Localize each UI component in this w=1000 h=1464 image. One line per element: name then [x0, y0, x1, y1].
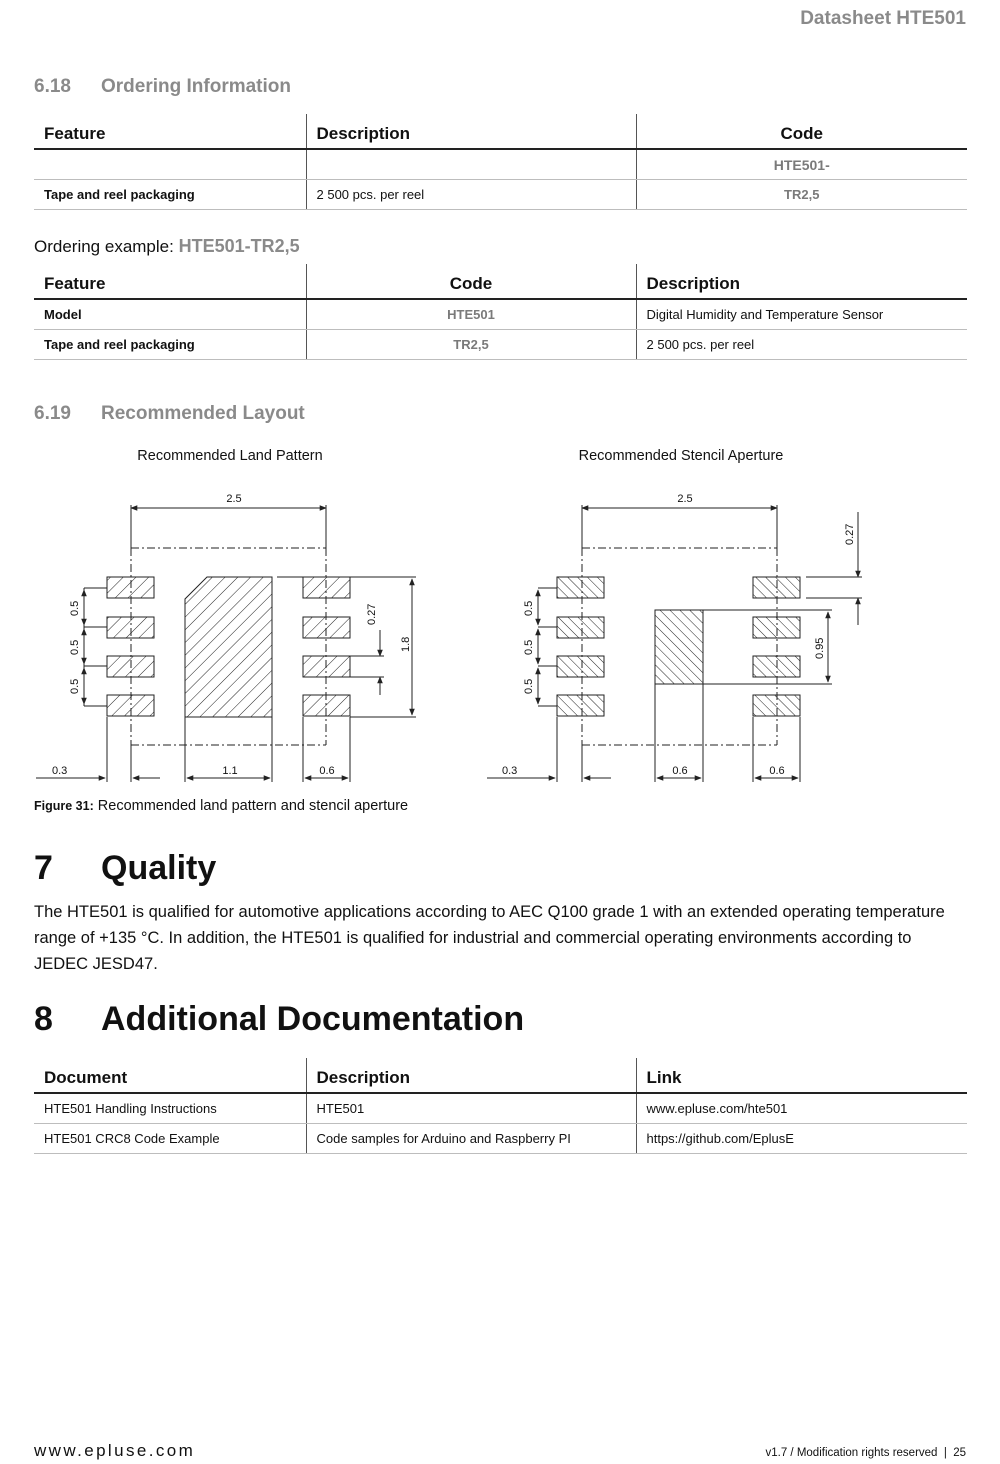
- ordering-example-label: Ordering example:: [34, 237, 174, 256]
- example-table: [34, 264, 967, 360]
- table-header-row: [34, 264, 967, 299]
- table-header-row: [34, 114, 967, 149]
- chapter-title: Quality: [101, 849, 217, 887]
- table-row: [34, 180, 967, 210]
- dim-label-center-pad: 1.1: [222, 765, 238, 777]
- table-header-row: [34, 1058, 967, 1093]
- column-header-feature: Feature: [34, 114, 306, 149]
- dim-label-pitch: 0.5: [69, 600, 81, 616]
- dim-label-pad: 0.6: [769, 765, 785, 777]
- document-header-title: Datasheet HTE501: [800, 8, 966, 29]
- doc-link[interactable]: www.epluse.com/hte501: [636, 1093, 967, 1124]
- column-header-code: Code: [306, 264, 636, 299]
- table-row: [34, 149, 967, 180]
- quality-paragraph: The HTE501 is qualified for automotive applications according to AEC Q100 grade 1 with an extended operating temperature range of +135 °C. In addition, the HTE501 is qualified for industrial and commercial operating environments according to JEDEC JESD47.: [34, 903, 945, 973]
- stencil-aperture-title: Recommended Stencil Aperture: [578, 448, 784, 464]
- dim-label-height: 0.95: [814, 637, 826, 659]
- dim-label-offset: 0.3: [52, 765, 68, 777]
- dim-label-pitch: 0.5: [523, 639, 535, 655]
- dim-label-pitch: 0.5: [69, 639, 81, 655]
- chapter-number: 8: [34, 1000, 53, 1038]
- section-title: Recommended Layout: [101, 403, 305, 424]
- section-number: 6.18: [34, 76, 71, 97]
- column-header-link: Link: [636, 1058, 967, 1093]
- dim-label-offset: 0.3: [502, 765, 518, 777]
- column-header-document: Document: [34, 1058, 306, 1093]
- column-header-description: Description: [636, 264, 967, 299]
- land-pattern-title: Recommended Land Pattern: [137, 448, 323, 464]
- table-row: [34, 1093, 967, 1124]
- dim-label-gap: 0.27: [366, 603, 378, 625]
- dim-label-pitch: 0.5: [523, 600, 535, 616]
- table-cell: HTE501 CRC8 Code Example: [34, 1124, 306, 1154]
- footer-version: v1.7 / Modification rights reserved | 25: [765, 1447, 966, 1459]
- chapter-title: Additional Documentation: [101, 1000, 525, 1038]
- dim-label-width: 2.5: [226, 493, 242, 505]
- documentation-table: [34, 1058, 967, 1154]
- table-cell: HTE501 Handling Instructions: [34, 1093, 306, 1124]
- table-cell: [306, 149, 636, 180]
- table-cell: [34, 149, 306, 180]
- figure-label: Figure 31:: [34, 799, 94, 813]
- table-cell-code: TR2,5: [306, 330, 636, 360]
- dim-label-gap: 0.27: [844, 523, 856, 545]
- table-cell-code: TR2,5: [636, 180, 967, 210]
- table-cell: Digital Humidity and Temperature Sensor: [636, 299, 967, 330]
- column-header-description: Description: [306, 114, 636, 149]
- ordering-example: [34, 236, 300, 257]
- table-cell: 2 500 pcs. per reel: [306, 180, 636, 210]
- chapter-number: 7: [34, 849, 53, 887]
- column-header-feature: Feature: [34, 264, 306, 299]
- dim-label-pad: 0.6: [319, 765, 335, 777]
- table-cell: Code samples for Arduino and Raspberry PI: [306, 1124, 636, 1154]
- table-cell-code: HTE501-: [636, 149, 967, 180]
- dim-label-center-pad: 0.6: [672, 765, 688, 777]
- dim-label-height: 1.8: [400, 636, 412, 652]
- figure-caption: [34, 798, 408, 814]
- table-cell: Model: [34, 299, 306, 330]
- table-row: [34, 330, 967, 360]
- column-header-code: Code: [636, 114, 967, 149]
- table-cell: Tape and reel packaging: [34, 180, 306, 210]
- dim-label-pitch: 0.5: [523, 678, 535, 694]
- table-cell: Tape and reel packaging: [34, 330, 306, 360]
- layout-drawing: [0, 430, 1000, 795]
- section-number: 6.19: [34, 403, 71, 424]
- table-cell: 2 500 pcs. per reel: [636, 330, 967, 360]
- footer-website[interactable]: www.epluse.com: [34, 1441, 196, 1460]
- doc-link[interactable]: https://github.com/EplusE: [636, 1124, 967, 1154]
- table-row: [34, 299, 967, 330]
- table-row: [34, 1124, 967, 1154]
- ordering-example-value: HTE501-TR2,5: [178, 236, 300, 256]
- figure-caption-text: Recommended land pattern and stencil aperture: [97, 798, 409, 814]
- ordering-table: [34, 114, 967, 210]
- table-cell: HTE501: [306, 1093, 636, 1124]
- table-cell-code: HTE501: [306, 299, 636, 330]
- dim-label-pitch: 0.5: [69, 678, 81, 694]
- section-title: Ordering Information: [101, 76, 291, 97]
- dim-label-width: 2.5: [677, 493, 693, 505]
- column-header-description: Description: [306, 1058, 636, 1093]
